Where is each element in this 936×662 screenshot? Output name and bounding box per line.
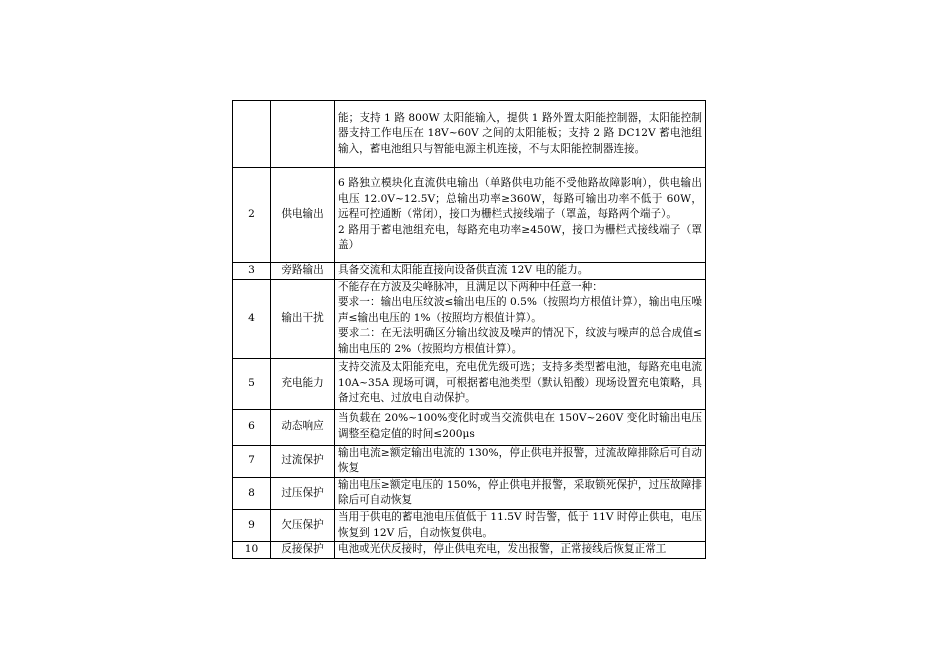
description-paragraph: 不能存在方波及尖峰脉冲，且满足以下两种中任意一种： — [338, 280, 603, 293]
table-row — [233, 168, 706, 263]
row-item-name — [271, 101, 335, 168]
row-description — [335, 279, 706, 358]
row-description — [335, 263, 706, 280]
row-description — [335, 542, 706, 559]
table-row — [233, 409, 706, 445]
row-number: 10 — [233, 542, 271, 559]
description-paragraph: 支持交流及太阳能充电，充电优先级可选；支持多类型蓄电池，每路充电电流 10A~35A 现场可调，可根据蓄电池类型（默认铅酸）现场设置充电策略，具备过充电、过放电自动保护。 — [338, 361, 702, 405]
table-row — [233, 263, 706, 280]
spec-table — [232, 100, 706, 559]
table-row — [233, 358, 706, 409]
row-description — [335, 101, 706, 168]
row-item-name: 充电能力 — [271, 358, 335, 409]
row-item-name: 欠压保护 — [271, 509, 335, 541]
row-number: 9 — [233, 509, 271, 541]
description-paragraph: 能；支持 1 路 800W 太阳能输入，提供 1 路外置太阳能控制器，太阳能控制器支持工作电压在 18V~60V 之间的太阳能板；支持 2 路 DC12V 蓄电池组输入，蓄电池组只与智能电源主机连接，不与太阳能控制器连接。 — [338, 111, 702, 155]
table-row — [233, 445, 706, 477]
table-row — [233, 101, 706, 168]
row-description — [335, 358, 706, 409]
table-row — [233, 509, 706, 541]
row-description — [335, 168, 706, 263]
table-row — [233, 477, 706, 509]
description-paragraph: 输出电压≥额定电压的 150%，停止供电并报警，采取锁死保护，过压故障排除后可自动恢复 — [338, 478, 702, 507]
row-number: 5 — [233, 358, 271, 409]
row-item-name: 反接保护 — [271, 542, 335, 559]
description-paragraph: 输出电流≥额定输出电流的 130%，停止供电并报警，过流故障排除后可自动恢复 — [338, 446, 702, 475]
row-number: 3 — [233, 263, 271, 280]
description-paragraph: 要求一：输出电压纹波≤输出电压的 0.5%（按照均方根值计算），输出电压噪声≤输出电压的 1%（按照均方根值计算）。 — [338, 296, 702, 324]
row-description — [335, 509, 706, 541]
row-number: 8 — [233, 477, 271, 509]
description-paragraph: 具备交流和太阳能直接向设备供直流 12V 电的能力。 — [338, 264, 589, 276]
row-item-name: 输出干扰 — [271, 279, 335, 358]
description-paragraph: 2 路用于蓄电池组充电，每路充电功率≥450W，接口为栅栏式接线端子（罩盖） — [338, 223, 702, 252]
row-description — [335, 477, 706, 509]
table-row — [233, 279, 706, 358]
spec-table-body — [233, 101, 706, 559]
table-row — [233, 542, 706, 559]
row-description — [335, 445, 706, 477]
row-item-name: 供电输出 — [271, 168, 335, 263]
row-number: 7 — [233, 445, 271, 477]
row-item-name: 过流保护 — [271, 445, 335, 477]
row-description — [335, 409, 706, 445]
row-item-name: 动态响应 — [271, 409, 335, 445]
description-paragraph: 6 路独立模块化直流供电输出（单路供电功能不受他路故障影响），供电输出电压 12.0V~12.5V；总输出功率≥360W，每路可输出功率不低于 60W，远程可控通断（常闭），接口为栅栏式接线端子（罩盖，每路两个端子）。 — [338, 177, 702, 221]
row-number: 2 — [233, 168, 271, 263]
description-paragraph: 当负载在 20%~100%变化时或当交流供电在 150V~260V 变化时输出电压调整至稳定值的时间≤200μs — [338, 412, 702, 441]
description-paragraph: 电池或光伏反接时，停止供电充电，发出报警，正常接线后恢复正常工 — [338, 543, 667, 556]
description-paragraph: 当用于供电的蓄电池电压值低于 11.5V 时告警，低于 11V 时停止供电，电压恢复到 12V 后，自动恢复供电。 — [338, 510, 702, 539]
row-number: 6 — [233, 409, 271, 445]
row-number: 4 — [233, 279, 271, 358]
description-paragraph: 要求二：在无法明确区分输出纹波及噪声的情况下，纹波与噪声的总合成值≤输出电压的 2%（按照均方根值计算）。 — [338, 327, 702, 355]
row-item-name: 旁路输出 — [271, 263, 335, 280]
row-number — [233, 101, 271, 168]
row-item-name: 过压保护 — [271, 477, 335, 509]
